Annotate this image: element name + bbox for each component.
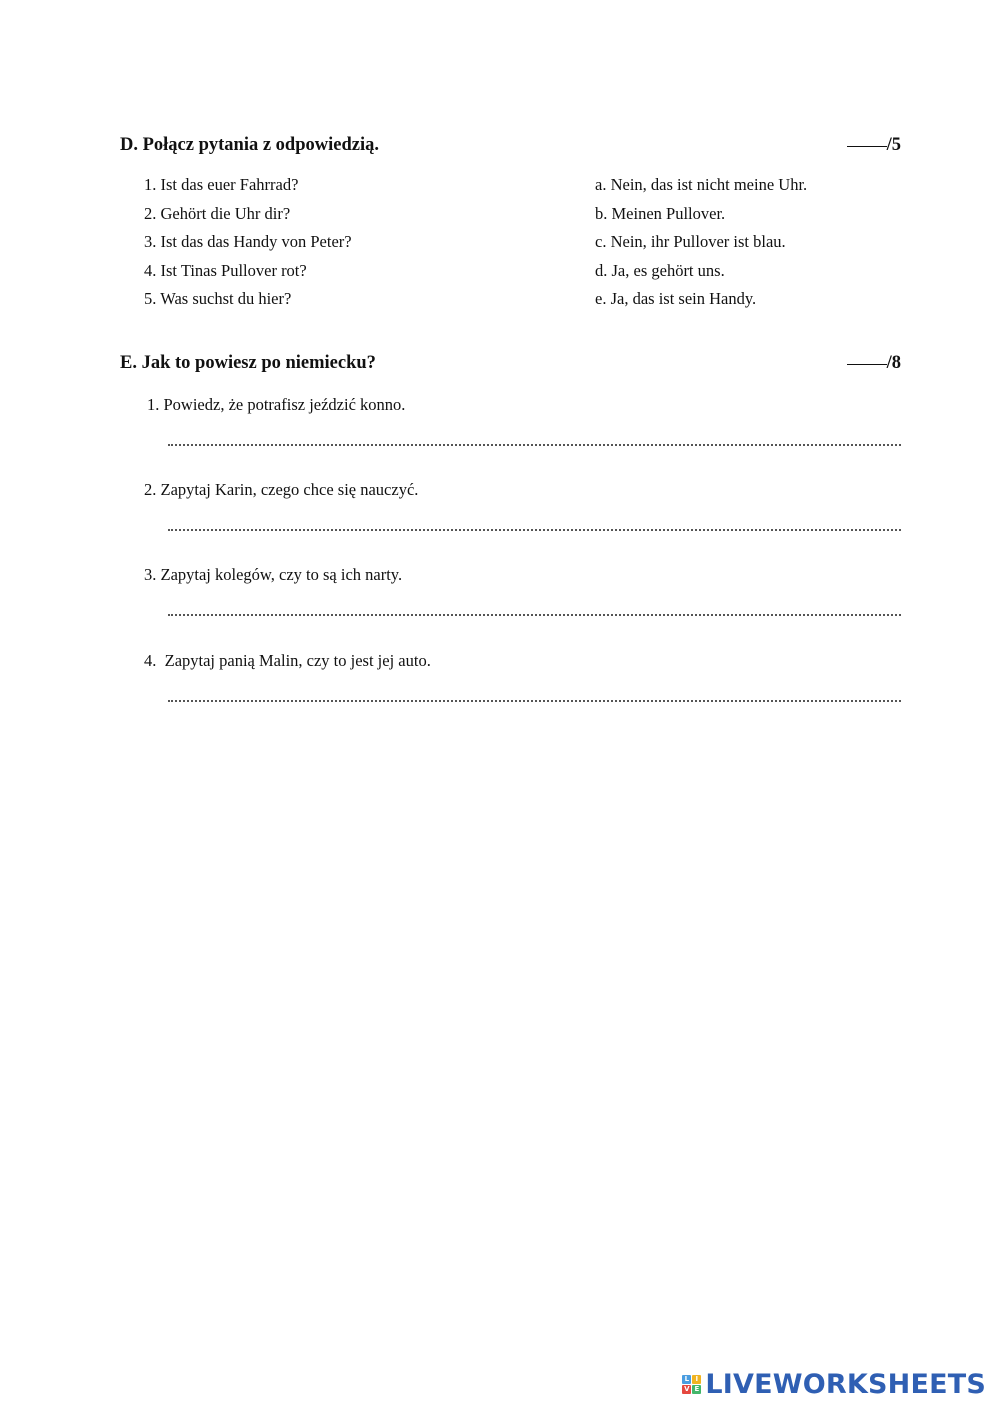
question-1: 1. Ist das euer Fahrrad? xyxy=(144,175,299,194)
question-5: 5. Was suchst du hier? xyxy=(144,289,292,309)
question-3: 3. Ist das das Handy von Peter? xyxy=(144,232,352,252)
task-1-prompt: 1. Powiedz, że potrafisz jeździć konno. xyxy=(147,395,406,414)
logo-tile-i: I xyxy=(692,1375,701,1384)
logo-mark-icon xyxy=(682,1375,701,1394)
task-3-answer-input[interactable] xyxy=(168,594,901,616)
task-4-prompt: 4. Zapytaj panią Malin, czy to jest jej auto. xyxy=(144,651,431,670)
answer-b: b. Meinen Pullover. xyxy=(595,203,726,223)
task-3-prompt: 3. Zapytaj kolegów, czy to są ich narty. xyxy=(144,565,403,584)
task-1-answer-input[interactable] xyxy=(168,424,901,446)
question-4: 4. Ist Tinas Pullover rot? xyxy=(144,260,307,280)
section-e-score xyxy=(847,353,901,374)
match-row xyxy=(144,287,904,316)
section-d-title: D. Połącz pytania z odpowiedzią. xyxy=(120,135,379,155)
section-e-heading xyxy=(120,353,901,374)
task-2-answer-input[interactable] xyxy=(168,509,901,531)
match-row xyxy=(144,173,904,202)
section-e-title: E. Jak to powiesz po niemiecku? xyxy=(120,353,376,373)
answer-d: d. Ja, es gehört uns. xyxy=(595,260,725,280)
answer-c: c. Nein, ihr Pullover ist blau. xyxy=(595,232,786,252)
translation-task-1 xyxy=(147,393,901,446)
translation-task-3 xyxy=(144,563,901,616)
section-d-score xyxy=(847,135,901,156)
matching-exercise xyxy=(144,173,904,316)
answer-a: a. Nein, das ist nicht meine Uhr. xyxy=(595,175,808,194)
translation-task-4 xyxy=(144,649,901,702)
match-row xyxy=(144,259,904,288)
task-2-prompt: 2. Zapytaj Karin, czego chce się nauczyć. xyxy=(144,480,419,499)
question-2: 2. Gehört die Uhr dir? xyxy=(144,203,291,223)
liveworksheets-logo xyxy=(682,1369,986,1400)
section-d-score-value: /5 xyxy=(886,135,901,155)
logo-text: LIVEWORKSHEETS xyxy=(705,1369,986,1400)
logo-tile-l: L xyxy=(682,1375,691,1384)
answer-e: e. Ja, das ist sein Handy. xyxy=(595,289,757,309)
logo-tile-v: V xyxy=(684,1385,690,1393)
translation-task-2 xyxy=(144,478,901,531)
score-blank xyxy=(847,364,887,365)
logo-tile-e: E xyxy=(692,1385,701,1394)
task-4-answer-input[interactable] xyxy=(168,680,901,702)
section-e-score-value: /8 xyxy=(886,353,901,373)
section-d-heading xyxy=(120,135,901,156)
match-row xyxy=(144,230,904,259)
score-blank xyxy=(847,146,887,147)
match-row xyxy=(144,202,904,231)
